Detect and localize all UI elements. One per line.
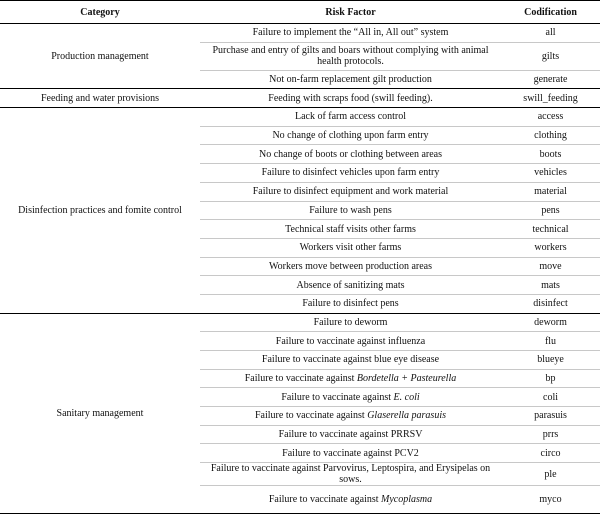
category-cell: Sanitary management xyxy=(0,313,200,514)
risk-factor-text: Failure to disinfect pens xyxy=(302,298,399,310)
codification-cell: boots xyxy=(501,145,600,164)
risk-factor-cell xyxy=(200,332,501,351)
risk-factor-cell xyxy=(200,463,501,486)
codification-cell: coli xyxy=(501,388,600,407)
codification-cell: blueye xyxy=(501,351,600,370)
risk-factor-italic-text: E. coli xyxy=(393,391,420,403)
category-cell: Disinfection practices and fomite control xyxy=(0,108,200,314)
risk-factor-text: Purchase and entry of gilts and boars without complying with animal health protocols. xyxy=(212,45,489,68)
codification-cell: ple xyxy=(501,463,600,486)
risk-factor-text: Failure to disinfect vehicles upon farm entry xyxy=(261,167,440,179)
risk-factor-cell xyxy=(200,425,501,444)
risk-factor-text: Absence of sanitizing mats xyxy=(296,279,405,291)
risk-factor-cell xyxy=(200,70,501,89)
codification-cell: access xyxy=(501,108,600,127)
risk-factor-text: Failure to vaccinate against Parvovirus, Leptospira, and Erysipelas on sows. xyxy=(210,463,491,486)
risk-factor-cell xyxy=(200,108,501,127)
table-row xyxy=(0,108,600,127)
codification-cell: mats xyxy=(501,276,600,295)
codification-cell: all xyxy=(501,24,600,43)
risk-factor-text: No change of boots or clothing between areas xyxy=(259,148,442,160)
risk-factor-cell xyxy=(200,369,501,388)
risk-factor-cell xyxy=(200,257,501,276)
codification-cell: workers xyxy=(501,238,600,257)
codification-cell: technical xyxy=(501,220,600,239)
risk-factor-text: Workers move between production areas xyxy=(268,260,433,272)
codification-cell: pens xyxy=(501,201,600,220)
risk-factor-cell xyxy=(200,294,501,313)
risk-factor-italic-text: Glaserella parasuis xyxy=(367,410,446,422)
risk-factor-text: Lack of farm access control xyxy=(294,111,407,123)
risk-factor-text: Failure to implement the “All in, All out” system xyxy=(252,27,449,39)
risk-factor-cell xyxy=(200,486,501,514)
table-row xyxy=(0,24,600,43)
risk-factor-text: Failure to vaccinate against PRRSV xyxy=(278,429,423,441)
risk-factor-text: Failure to vaccinate against xyxy=(268,494,382,506)
risk-factor-cell xyxy=(200,126,501,145)
codification-cell: gilts xyxy=(501,42,600,70)
risk-factor-cell xyxy=(200,388,501,407)
codification-cell: disinfect xyxy=(501,294,600,313)
codification-cell: myco xyxy=(501,486,600,514)
header-row xyxy=(0,1,600,24)
risk-factor-cell xyxy=(200,407,501,426)
risk-factor-cell xyxy=(200,145,501,164)
risk-factor-text: Technical staff visits other farms xyxy=(285,223,416,235)
risk-factor-cell xyxy=(200,313,501,332)
codification-cell: circo xyxy=(501,444,600,463)
codification-cell: generate xyxy=(501,70,600,89)
risk-factor-italic-text: Bordetella + Pasteurella xyxy=(356,373,457,385)
risk-factor-text: Failure to vaccinate against xyxy=(255,410,368,422)
risk-factor-text: Failure to vaccinate against blue eye disease xyxy=(261,354,440,366)
codification-cell: clothing xyxy=(501,126,600,145)
codification-cell: vehicles xyxy=(501,164,600,183)
table-body xyxy=(0,24,600,514)
risk-factor-cell xyxy=(200,42,501,70)
codification-cell: swill_feeding xyxy=(501,89,600,108)
table-row xyxy=(0,89,600,108)
risk-factor-text: Failure to vaccinate against PCV2 xyxy=(282,447,419,459)
risk-factor-text: Failure to wash pens xyxy=(309,204,392,216)
risk-factor-cell xyxy=(200,238,501,257)
risk-factor-text: Failure to vaccinate against xyxy=(281,391,394,403)
risk-factor-cell xyxy=(200,351,501,370)
codification-cell: flu xyxy=(501,332,600,351)
codification-cell: parasuis xyxy=(501,407,600,426)
risk-factor-text: No change of clothing upon farm entry xyxy=(272,130,429,142)
codification-cell: deworm xyxy=(501,313,600,332)
risk-factor-text: Failure to vaccinate against xyxy=(244,373,357,385)
header-codification: Codification xyxy=(501,1,600,24)
category-cell: Production management xyxy=(0,24,200,89)
risk-factor-cell xyxy=(200,89,501,108)
risk-factor-cell xyxy=(200,24,501,43)
category-cell: Feeding and water provisions xyxy=(0,89,200,108)
codification-cell: prrs xyxy=(501,425,600,444)
risk-factor-text: Failure to vaccinate against influenza xyxy=(275,335,426,347)
risk-factor-italic-text: Mycoplasma xyxy=(381,494,433,506)
risk-factor-text: Not on-farm replacement gilt production xyxy=(269,74,432,86)
codification-cell: material xyxy=(501,182,600,201)
risk-factor-cell xyxy=(200,276,501,295)
risk-factor-cell xyxy=(200,182,501,201)
risk-factor-cell xyxy=(200,220,501,239)
codification-cell: move xyxy=(501,257,600,276)
risk-factor-cell xyxy=(200,164,501,183)
codification-cell: bp xyxy=(501,369,600,388)
risk-factor-text: Failure to deworm xyxy=(313,316,388,328)
header-category: Category xyxy=(0,1,200,24)
risk-factor-text: Workers visit other farms xyxy=(299,242,402,254)
risk-factor-cell xyxy=(200,201,501,220)
risk-factor-text: Feeding with scraps food (swill feeding). xyxy=(268,92,433,104)
risk-factor-cell xyxy=(200,444,501,463)
header-risk-factor: Risk Factor xyxy=(200,1,501,24)
table-row xyxy=(0,313,600,332)
risk-factor-text: Failure to disinfect equipment and work material xyxy=(252,186,449,198)
